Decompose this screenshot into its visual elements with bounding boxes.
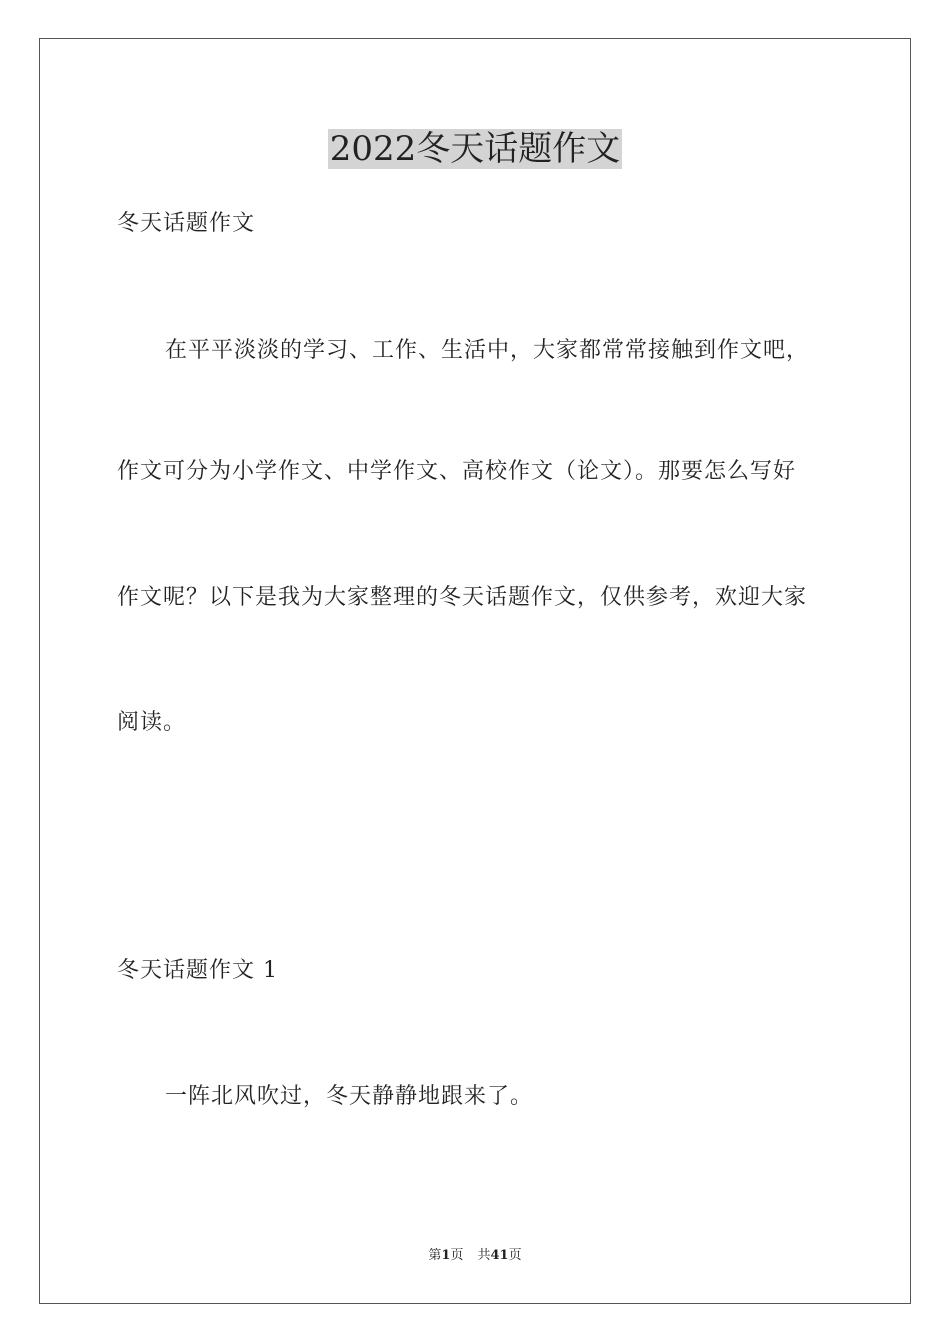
page-footer [0,1247,950,1265]
section-heading: 冬天话题作文 1 [117,958,278,983]
section-paragraph-line: 一阵北风吹过，冬天静静地跟来了。 [165,1084,534,1109]
page-prefix: 第 [428,1248,442,1263]
intro-paragraph-line: 作文可分为小学作文、中学作文、高校作文（论文）。那要怎么写好 [117,459,797,484]
total-page-count: 41 [490,1248,509,1263]
total-prefix: 共 [477,1248,491,1263]
intro-paragraph-line: 阅读。 [117,710,187,735]
intro-paragraph-line: 作文呢？以下是我为大家整理的冬天话题作文，仅供参考，欢迎大家 [117,585,808,610]
total-unit: 页 [508,1248,522,1263]
page-unit: 页 [450,1248,464,1263]
current-page-number: 1 [441,1248,451,1263]
document-title [0,128,950,170]
intro-paragraph-line: 在平平淡淡的学习、工作、生活中，大家都常常接触到作文吧， [165,338,810,363]
document-title-text: 2022冬天话题作文 [329,129,621,169]
document-subtitle: 冬天话题作文 [117,211,256,236]
